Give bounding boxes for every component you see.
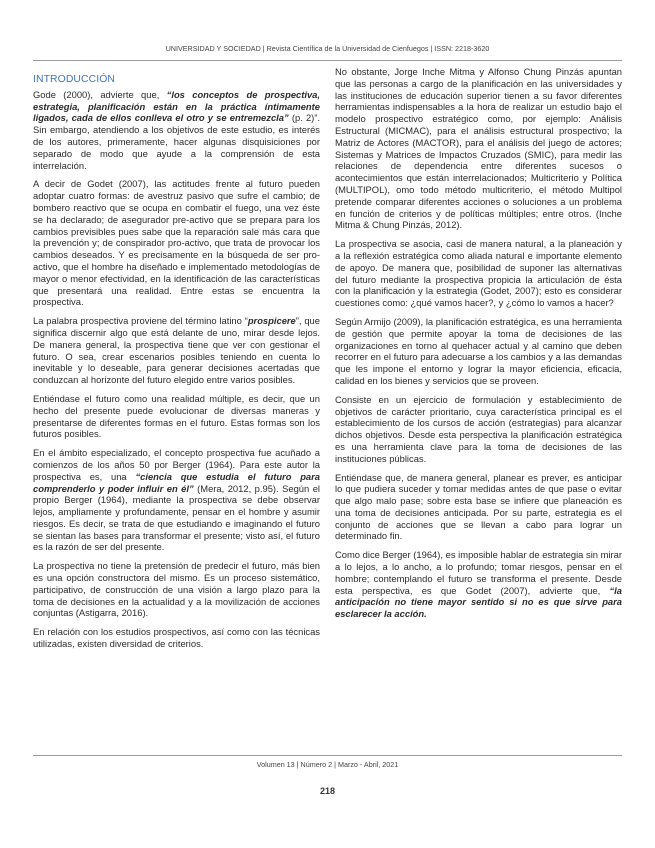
paragraph: Entiéndase que, de manera general, planear es prever, es anticipar lo que pudiera suceder y tomar medidas antes de que pase o evitar que algo malo pase; sobre esta base se infiere que planeación es una toma de decisiones anticipada. Por su parte, estrategia es el conjunto de acciones que se llevan a cabo para lograr un determinado fin. — [335, 471, 622, 542]
paragraph: Consiste en un ejercicio de formulación y establecimiento de objetivos de carácter prioritario, cuya característica principal es el establecimiento de los cursos de acción (estrategias) para alcanzar dichos objetivos. Desde esta perspectiva la planificación estratégica es una herramienta clave para la toma de decisiones de las instituciones públicas. — [335, 393, 622, 464]
paragraph: A decir de Godet (2007), las actitudes frente al futuro pueden adoptar cuatro formas: de avestruz pasivo que sufre el cambio; de bombero reactivo que se ocupa en combatir el fuego, una vez éste se ha declarado; de asegurador pre-activo que se prepara para los cambios previsibles pues sabe que la reparación sale más cara que la prevención y; de conspirador pro-activo, que trata de provocar los cambios deseados. Y es precisamente en la búsqueda de ser pro-activo, que el hombre ha diseñado e implementado metodologías de mayor o menor efectividad, en la identificación de las características que presentará una realidad. Entre estas se encuentra la prospectiva. — [33, 178, 320, 308]
quote: “la anticipación no tiene mayor sentido si no es que sirve para esclarecer la acción. — [335, 584, 622, 620]
quote: “los conceptos de prospectiva, estrategia, planificación están en la práctica íntimamente ligados, cada de ellos conlleva el otro y se entremezcla” — [33, 88, 321, 124]
paragraph: Como dice Berger (1964), es imposible hablar de estrategia sin mirar a lo lejos, a lo ancho, a lo profundo; tomar riesgos, pensar en el hombre; contemplando el futuro se transforma el presente. Desde esta perspectiva, es que Godet (2007), advierte que, “la anticipación no tiene mayor sentido si no es que sirve para esclarecer la acción. — [335, 549, 622, 620]
latin-term: prospicere — [247, 315, 296, 327]
journal-header: UNIVERSIDAD Y SOCIEDAD | Revista Científica de la Universidad de Cienfuegos | ISSN: 2218-3620 — [165, 44, 490, 53]
right-column — [335, 66, 622, 627]
paragraph: Entiéndase el futuro como una realidad múltiple, es decir, que un hecho del presente puede evolucionar de diversas maneras y presentarse de diferentes formas en el futuro. Estas formas son los futuros posibles. — [33, 392, 320, 440]
header-divider — [33, 60, 622, 61]
paragraph: En el ámbito especializado, el concepto prospectiva fue acuñado a comienzos de los años 50 por Berger (1964). Para este autor la prospectiva es, una “ciencia que estudia el futuro para comprenderlo y poder influir en él” (Mera, 2012, p.95). Según el propio Berger (1964), mediante la prospectiva se debe observar lejos, ampliamente y profundamente, pensar en el hombre y asumir riesgos. Es decir, se trata de que estudiando e imaginando el futuro se sientan las bases para transformar el presente; visto así, el futuro es la razón de ser del presente. — [33, 447, 321, 553]
paragraph: La prospectiva no tiene la pretensión de predecir el futuro, más bien es una opción constructora del mismo. Es un proceso sistemático, participativo, de construcción de una visión a largo plazo para la toma de decisiones en la actualidad y a la movilización de acciones conjuntas (Astigarra, 2016). — [33, 560, 320, 619]
issue-info: Volumen 13 | Número 2 | Marzo - Abril, 2021 — [256, 760, 399, 769]
footer-divider — [33, 755, 622, 756]
quote: “ciencia que estudia el futuro para comprenderlo y poder influir en él” — [33, 470, 321, 494]
page-number: 218 — [319, 786, 336, 796]
paragraph: No obstante, Jorge Inche Mitma y Alfonso Chung Pinzás apuntan que las personas a cargo de la planificación en las universidades y las instituciones de educación superior tienen a su favor diferentes herramientas indispensables a la hora de realizar un estudio bajo el modelo prospectivo estratégico como, por ejemplo: Análisis Estructural (MICMAC), para el análisis estructural prospectivo; la Matriz de Actores (MACTOR), para el análisis del juego de actores; Sistemas y Matrices de Impactos Cruzados (SMIC), para medir las relaciones de dependencia entre diferentes sucesos o acontecimientos que están interrelacionados; Multicriterio y Política (MULTIPOL), omo todo método multicriterio, el método Multipol pretende comparar diferentes acciones o soluciones a un problema en función de criterios y de políticas múltiples; entre otros. (Inche Mitma & Chung Pinzás, 2012). — [335, 66, 622, 231]
paragraph: Gode (2000), advierte que, “los conceptos de prospectiva, estrategia, planificación están en la práctica íntimamente ligados, cada de ellos conlleva el otro y se entremezcla” (p. 2)”. Sin embargo, atendiendo a los objetivos de este estudio, es interés de los autores, primeramente, hacer algunas disquisiciones por separado de modo que ayude a la comprensión de esta interrelación. — [33, 88, 321, 171]
section-title: INTRODUCCIÓN — [33, 74, 116, 85]
paragraph: Según Armijo (2009), la planificación estratégica, es una herramienta de gestión que permite apoyar la toma de decisiones de las organizaciones en torno al quehacer actual y al camino que deben recorrer en el futuro para adecuarse a los cambios y a las demandas que les impone el entorno y lograr la mayor eficiencia, eficacia, calidad en los bienes y servicios que se proveen. — [335, 315, 622, 386]
paragraph: En relación con los estudios prospectivos, así como con las técnicas utilizadas, existen diversidad de criterios. — [33, 626, 320, 650]
left-column — [33, 66, 320, 657]
paragraph: La palabra prospectiva proviene del término latino “prospicere”, que significa discernir algo que está delante de uno, mirar desde lejos. De manera general, la prospectiva tiene que ver con gestionar el futuro. O sea, crear escenarios posibles teniendo en cuenta lo inevitable y lo deseable, para generar decisiones acertadas que conduzcan al horizonte del futuro elegido entre varios posibles. — [33, 315, 320, 386]
paragraph: La prospectiva se asocia, casi de manera natural, a la planeación y a la reflexión estratégica como aliada natural e importante elemento de apoyo. De manera que, posibilidad de suponer las alternativas del futuro mediante la prospectiva propicia la articulación de ésta con la planificación y la estrategia (Godet, 2007); esto es considerar cuestiones como: ¿qué vamos hacer?, y ¿cómo lo vamos a hacer? — [335, 238, 622, 309]
